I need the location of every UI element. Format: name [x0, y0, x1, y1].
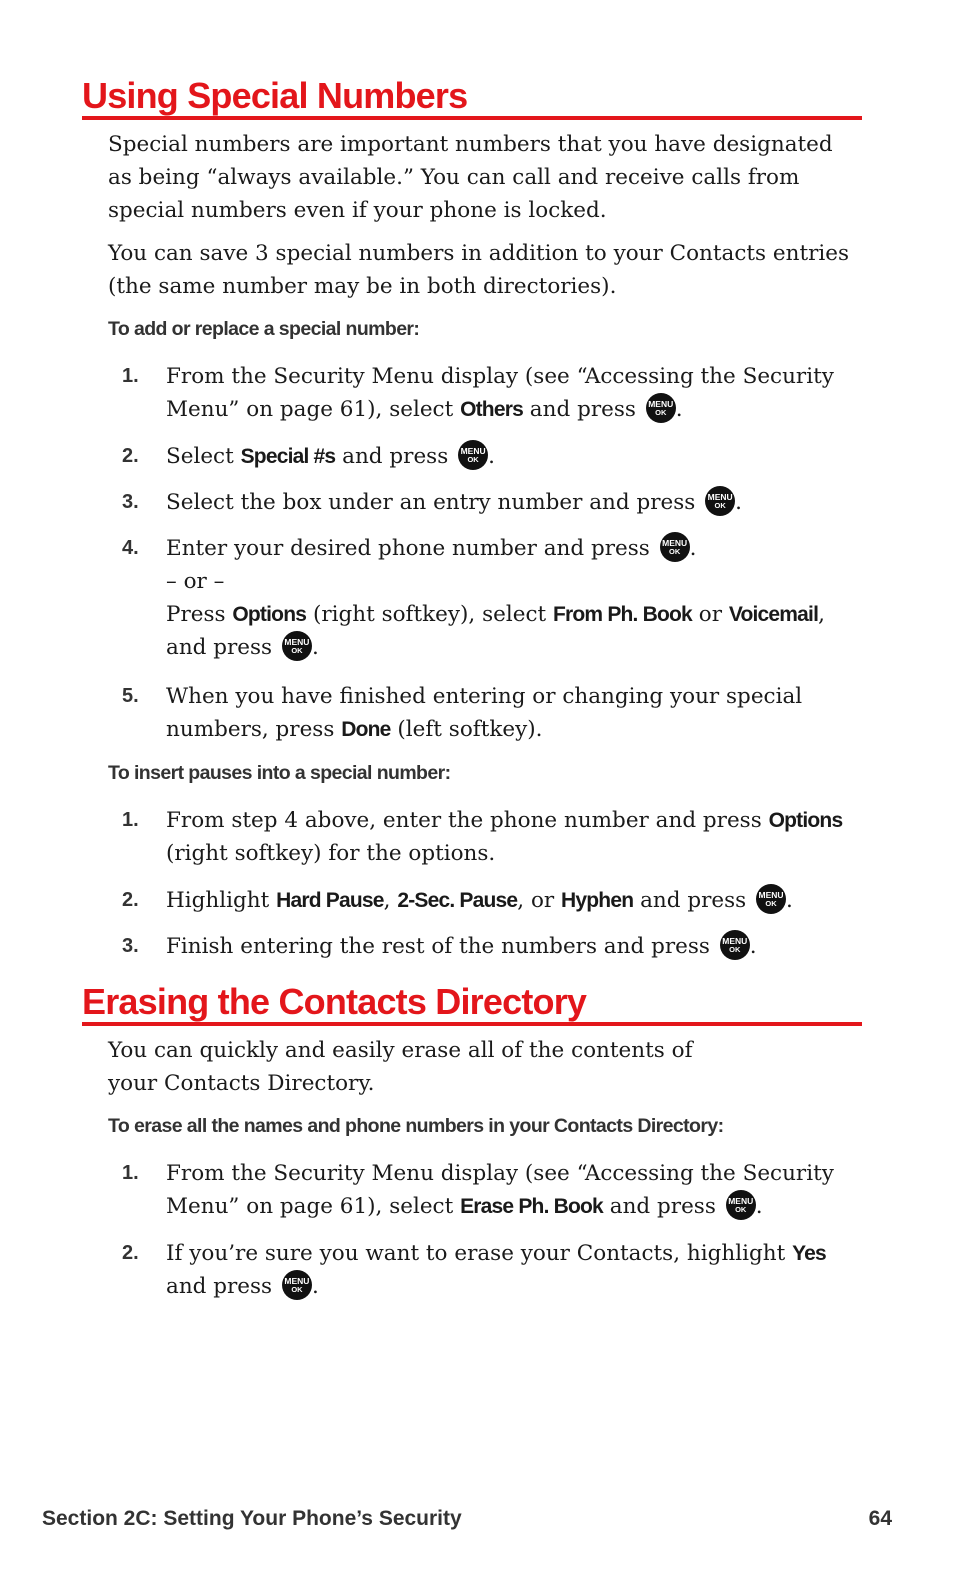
step-number: 1. [122, 365, 139, 387]
menu-ok-key-icon: MENU OK [458, 440, 488, 470]
step-text: From the Security Menu display (see “Accessing the Security Menu” on page 61), select [166, 364, 834, 422]
step-text: (right softkey), select [306, 602, 553, 627]
add-step-4: Enter your desired phone number and press MENU OK . – or – Press Options (right softkey), select From Ph. Book or Voicemail, and press MENU OK . [166, 532, 866, 664]
option-special-numbers: Special #s [240, 445, 336, 468]
erase-heading: To erase all the names and phone numbers in your Contacts Directory: [108, 1115, 724, 1137]
step-text: and press [602, 1194, 723, 1219]
step-text: (right softkey) for the options. [166, 841, 496, 866]
step-text: , or [517, 888, 562, 913]
menu-ok-key-icon: MENU OK [660, 532, 690, 562]
option-hyphen: Hyphen [561, 889, 634, 912]
menu-ok-key-icon: MENU OK [282, 1270, 312, 1300]
step-text: Highlight [166, 888, 277, 913]
step-number: 2. [122, 1242, 139, 1264]
option-done: Done [341, 718, 391, 741]
menu-ok-key-icon: MENU OK [282, 631, 312, 661]
step-text: (left softkey). [390, 717, 543, 742]
add-step-5 [166, 680, 866, 746]
step-number: 1. [122, 1162, 139, 1184]
menu-ok-key-icon: MENU OK [726, 1190, 756, 1220]
section-title-erasing-contacts: Erasing the Contacts Directory [82, 984, 862, 1026]
step-number: 1. [122, 809, 139, 831]
menu-ok-key-icon: MENU OK [646, 393, 676, 423]
menu-ok-key-icon: MENU OK [720, 930, 750, 960]
step-number: 3. [122, 491, 139, 513]
intro-paragraph-2: You can save 3 special numbers in addition to your Contacts entries (the same number may be in both directories). [108, 241, 849, 299]
step-text: Select [166, 444, 241, 469]
step-text: and press [633, 888, 754, 913]
or-separator: – or – [166, 569, 225, 594]
step-number: 2. [122, 445, 139, 467]
step-text: and press [166, 1274, 279, 1299]
menu-ok-key-icon: MENU OK [756, 884, 786, 914]
intro-paragraph-1: Special numbers are important numbers that you have designated as being “always available.” You can call and receive calls from special numbers even if your phone is locked. [108, 132, 833, 223]
step-text: If you’re sure you want to erase your Contacts, highlight [166, 1241, 793, 1266]
step-text: Press [166, 602, 233, 627]
option-erase-ph-book: Erase Ph. Book [460, 1195, 603, 1218]
option-hard-pause: Hard Pause [276, 889, 384, 912]
step-text: or [691, 602, 729, 627]
step-text: Finish entering the rest of the numbers and press [166, 934, 717, 959]
step-text: , and press [166, 602, 825, 660]
step-text: and press [335, 444, 456, 469]
page-number: 64 [868, 1507, 892, 1530]
step-text: When you have finished entering or changing your special numbers, press [166, 684, 803, 742]
step-number: 2. [122, 889, 139, 911]
step-number: 5. [122, 685, 139, 707]
pause-step-1 [166, 804, 866, 870]
footer-section-title: Section 2C: Setting Your Phone’s Security [42, 1507, 462, 1530]
pause-step-3: Finish entering the rest of the numbers and press MENU OK . [166, 930, 866, 963]
option-voicemail: Voicemail [728, 603, 819, 626]
add-step-2: Select Special #s and press MENU OK . [166, 440, 866, 473]
pause-heading: To insert pauses into a special number: [108, 762, 451, 784]
step-text: Select the box under an entry number and press [166, 490, 703, 515]
option-others: Others [460, 398, 523, 421]
step-text: From the Security Menu display (see “Accessing the Security Menu” on page 61), select [166, 1161, 834, 1219]
option-yes: Yes [792, 1242, 826, 1265]
section-title-special-numbers: Using Special Numbers [82, 78, 862, 120]
step-number: 4. [122, 537, 139, 559]
pause-step-2: Highlight Hard Pause, 2-Sec. Pause, or Hyphen and press MENU OK . [166, 884, 866, 917]
add-step-1: From the Security Menu display (see “Accessing the Security Menu” on page 61), select Others and press MENU OK . [166, 364, 834, 422]
option-options: Options [232, 603, 307, 626]
step-text: From step 4 above, enter the phone number and press [166, 808, 769, 833]
menu-ok-key-icon: MENU OK [705, 486, 735, 516]
step-number: 3. [122, 935, 139, 957]
erase-intro: You can quickly and easily erase all of the contents of your Contacts Directory. [108, 1038, 693, 1096]
step-text: and press [522, 397, 643, 422]
erase-step-2: If you’re sure you want to erase your Contacts, highlight Yes and press MENU OK . [166, 1241, 826, 1299]
add-heading: To add or replace a special number: [108, 318, 420, 340]
add-step-3: Select the box under an entry number and press MENU OK . [166, 486, 866, 519]
step-text: Enter your desired phone number and press [166, 536, 657, 561]
step-text: , [383, 888, 398, 913]
erase-step-1: From the Security Menu display (see “Accessing the Security Menu” on page 61), select Erase Ph. Book and press MENU OK . [166, 1161, 834, 1219]
option-options: Options [768, 809, 843, 832]
option-2-sec-pause: 2-Sec. Pause [397, 889, 518, 912]
option-from-ph-book: From Ph. Book [552, 603, 692, 626]
